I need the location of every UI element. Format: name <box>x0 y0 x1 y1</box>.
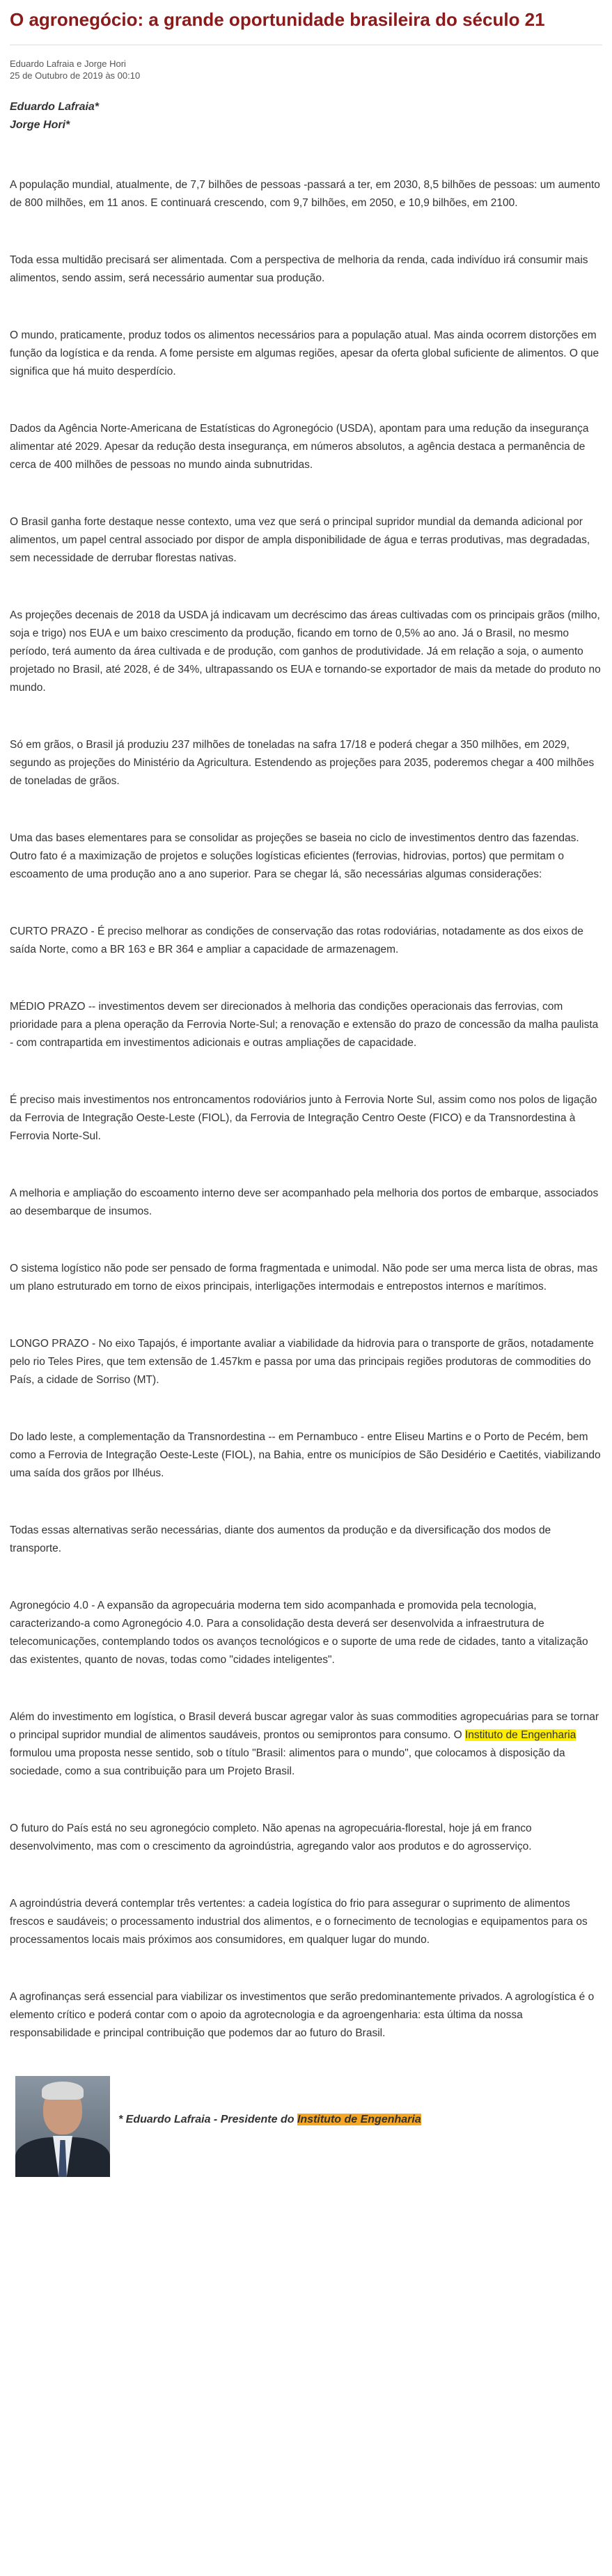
paragraph: As projeções decenais de 2018 da USDA já indicavam um decréscimo das áreas cultivadas com os principais grãos (milho, soja e trigo) nos EUA e um baixo crescimento da produção, ficando em torno de 0,5% ao ano. Já o Brasil, no mesmo período, terá aumento da área cultivada e de produção, com ganhos de produtividade. Já em relação a soja, o aumento projetado no Brasil, até 2028, é de 34%, ultrapassando os EUA e tornando-se exportador de mais da metade do produto no mundo. <box>10 609 601 694</box>
paragraph: A melhoria e ampliação do escoamento interno deve ser acompanhado pela melhoria dos portos de embarque, associados ao desembarque de insumos. <box>10 1187 599 1217</box>
paragraph: Todas essas alternativas serão necessárias, diante dos aumentos da produção e da diversificação dos modos de transporte. <box>10 1524 551 1554</box>
paragraph: Uma das bases elementares para se consolidar as projeções se baseia no ciclo de investimentos dentro das fazendas. Outro fato é a maximização de projetos e soluções logísticas eficientes (ferrovias, hidrovias, portos) que permitam o escoamento de uma produção ano a ano superior. Para se chegar lá, são necessárias algumas considerações: <box>10 832 579 880</box>
paragraph-text: Além do investimento em logística, o Brasil deverá buscar agregar valor às suas commodities agropecuárias para se tornar o principal supridor mundial de alimentos saudáveis, prontos ou semiprontos para consumo. O <box>10 1711 599 1741</box>
author-name: Eduardo Lafraia* <box>10 101 100 113</box>
article-title: O agronegócio: a grande oportunidade brasileira do século 21 <box>10 9 545 30</box>
paragraph-text: formulou uma proposta nesse sentido, sob o título "Brasil: alimentos para o mundo", que colocamos à disposição da sociedade, como a sua contribuição para um Projeto Brasil. <box>10 1747 565 1777</box>
paragraph: MÉDIO PRAZO -- investimentos devem ser direcionados à melhoria das condições operacionais das ferrovias, com prioridade para a plena operação da Ferrovia Norte-Sul; a renovação e extensão do prazo de concessão da malha paulista - com contrapartida em investimentos adicionais e outras ampliações de capacidade. <box>10 1001 599 1049</box>
author-footer <box>10 2076 602 2177</box>
caption-text: * Eduardo Lafraia - Presidente do <box>118 2114 297 2125</box>
author-photo <box>15 2076 110 2177</box>
instituto-engenharia-link[interactable]: Instituto de Engenharia <box>464 1729 576 1741</box>
paragraph: Do lado leste, a complementação da Transnordestina -- em Pernambuco - entre Eliseu Martins e o Porto de Pecém, bem como a Ferrovia de Integração Oeste-Leste (FIOL), na Bahia, entre os municípios de São Desidério e Caetités, viabilizando uma saída dos grãos por Ilhéus. <box>10 1431 601 1479</box>
paragraph: O Brasil ganha forte destaque nesse contexto, uma vez que será o principal supridor mundial da demanda adicional por alimentos, um papel central associado por dispor de ampla disponibilidade de água e terras produtivas, mas degradadas, sem necessidade de derrubar florestas nativas. <box>10 516 590 564</box>
paragraph: Só em grãos, o Brasil já produziu 237 milhões de toneladas na safra 17/18 e poderá chegar a 350 milhões, em 2029, segundo as projeções do Ministério da Agricultura. Estendendo as projeções para 2035, poderemos chegar a 400 milhões de toneladas de grãos. <box>10 739 595 787</box>
paragraph: A agrofinanças será essencial para viabilizar os investimentos que serão predominantemente privados. A agrologística é o elemento crítico e poderá contar com o apoio da agrotecnologia e da agroengenharia: esta última da nossa responsabilidade e principal contribuição que podemos dar ao futuro do Brasil. <box>10 1991 595 2039</box>
paragraph: CURTO PRAZO - É preciso melhorar as condições de conservação das rotas rodoviárias, notadamente as dos eixos de saída Norte, como a BR 163 e BR 364 e ampliar a capacidade de armazenagem. <box>10 926 583 955</box>
authors-block <box>10 98 602 134</box>
paragraph: O sistema logístico não pode ser pensado de forma fragmentada e unimodal. Não pode ser uma merca lista de obras, mas um plano estruturado em torno de eixos principais, interligações intermodais e entrepostos internos e marítimos. <box>10 1263 598 1293</box>
article-body <box>10 176 602 2043</box>
author-name: Jorge Hori* <box>10 119 70 131</box>
paragraph: LONGO PRAZO - No eixo Tapajós, é importante avaliar a viabilidade da hidrovia para o transporte de grãos, notadamente pelo rio Teles Pires, que tem extensão de 1.457km e passa por uma das principais regiões produtoras de commodities do País, a cidade de Sorriso (MT). <box>10 1338 594 1386</box>
article-byline: Eduardo Lafraia e Jorge Hori <box>10 58 126 69</box>
article-date: 25 de Outubro de 2019 às 00:10 <box>10 70 141 81</box>
paragraph: Dados da Agência Norte-Americana de Estatísticas do Agronegócio (USDA), apontam para uma redução da insegurança alimentar até 2029. Apesar da redução desta insegurança, em números absolutos, a agência destaca a permanência de cerca de 400 milhões de pessoas no mundo ainda subnutridas. <box>10 423 589 471</box>
author-caption <box>118 2112 421 2128</box>
paragraph: É preciso mais investimentos nos entroncamentos rodoviários junto à Ferrovia Norte Sul, assim como nos polos de ligação da Ferrovia de Integração Oeste-Leste (FIOL), da Ferrovia de Integração Centro Oeste (FICO) e da Transnordestina à Ferrovia Norte-Sul. <box>10 1094 597 1142</box>
paragraph-with-link <box>10 1708 602 1781</box>
paragraph: Agronegócio 4.0 - A expansão da agropecuária moderna tem sido acompanhada e promovida pela tecnologia, caracterizando-a como Agronegócio 4.0. Para a consolidação desta deverá ser desenvolvida a infraestrutura de telecomunicações, contemplando todos os avanços tecnológicos e o suporte de uma rede de cidades, tanto a vitalização das existentes, quanto de novas, todas como "cidades inteligentes". <box>10 1600 588 1666</box>
instituto-engenharia-link[interactable]: Instituto de Engenharia <box>297 2114 421 2125</box>
paragraph: Toda essa multidão precisará ser alimentada. Com a perspectiva de melhoria da renda, cada indivíduo irá consumir mais alimentos, sendo assim, será necessário aumentar sua produção. <box>10 254 588 284</box>
paragraph: A agroindústria deverá contemplar três vertentes: a cadeia logística do frio para assegurar o suprimento de alimentos frescos e saudáveis; o processamento industrial dos alimentos, e o fornecimento de tecnologias e equipamentos para os processamentos locais mais próximos aos consumidores, em qualquer lugar do mundo. <box>10 1898 588 1946</box>
paragraph: A população mundial, atualmente, de 7,7 bilhões de pessoas -passará a ter, em 2030, 8,5 bilhões de pessoas: um aumento de 800 milhões, em 11 anos. E continuará crescendo, com 9,7 bilhões, em 2050, e 10,9 bilhões, em 2100. <box>10 179 600 209</box>
paragraph: O mundo, praticamente, produz todos os alimentos necessários para a população atual. Mas ainda ocorrem distorções em função da logística e da renda. A fome persiste em algumas regiões, apesar da oferta global suficiente de alimentos. O que significa que há muito desperdício. <box>10 329 599 377</box>
paragraph: O futuro do País está no seu agronegócio completo. Não apenas na agropecuária-florestal, hoje já em franco desenvolvimento, mas com o crescimento da agroindústria, agregando valor aos produtos e do agrosserviço. <box>10 1822 532 1852</box>
